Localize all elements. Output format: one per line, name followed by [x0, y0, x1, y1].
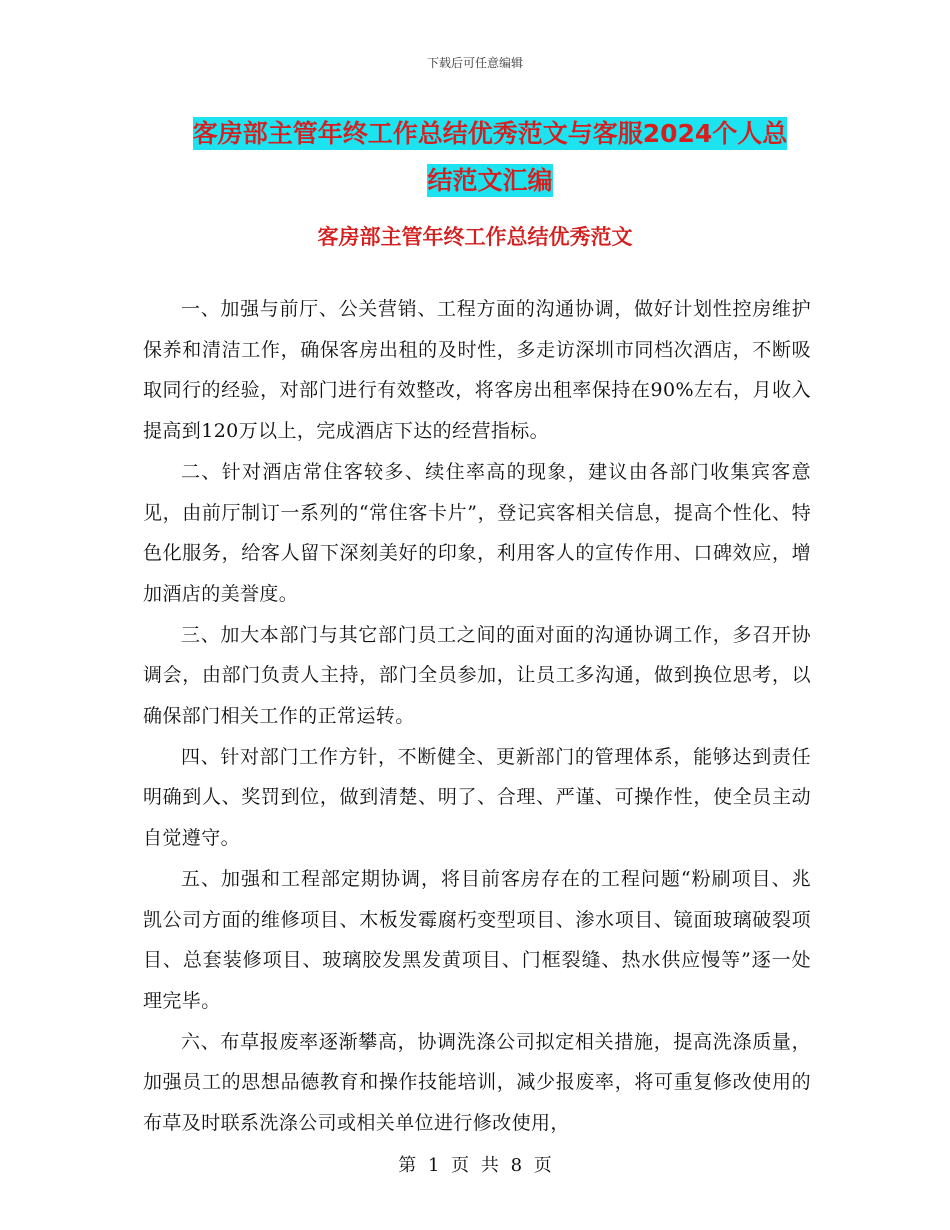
body-text	[143, 289, 811, 1144]
document-title-line-2: 结范文汇编	[427, 166, 553, 195]
page-footer: 第 1 页 共 8 页	[398, 1155, 552, 1176]
paragraph-1: 一、加强与前厅、公关营销、工程方面的沟通协调，做好计划性控房维护保养和清洁工作，确保客房出租的及时性，多走访深圳市同档次酒店，不断吸取同行的经验，对部门进行有效整改，将客房出租率保持在90%左右，月收入提高到120万以上，完成酒店下达的经营指标。	[143, 298, 811, 443]
paragraph-4: 四、针对部门工作方针，不断健全、更新部门的管理体系，能够达到责任明确到人、奖罚到位，做到清楚、明了、合理、严谨、可操作性，使全员主动自觉遵守。	[143, 745, 811, 850]
header-note: 下载后可任意编辑	[426, 56, 523, 70]
paragraph-2: 二、针对酒店常住客较多、续住率高的现象，建议由各部门收集宾客意见，由前厅制订一系列的“常住客卡片”，登记宾客相关信息，提高个性化、特色化服务，给客人留下深刻美好的印象，利用客人的宣传作用、口碑效应，增加酒店的美誉度。	[143, 460, 811, 605]
paragraph-3: 三、加大本部门与其它部门员工之间的面对面的沟通协调工作，多召开协调会，由部门负责人主持，部门全员参加，让员工多沟通，做到换位思考，以确保部门相关工作的正常运转。	[143, 623, 811, 728]
document-title-line-1: 客房部主管年终工作总结优秀范文与客服2024个人总	[192, 119, 788, 148]
document-title	[150, 110, 830, 204]
paragraph-5: 五、加强和工程部定期协调，将目前客房存在的工程问题“粉刷项目、兆凯公司方面的维修项目、木板发霉腐朽变型项目、渗水项目、镜面玻璃破裂项目、总套装修项目、玻璃胶发黑发黄项目、门框裂缝、热水供应慢等”逐一处理完毕。	[143, 867, 811, 1012]
paragraph-6: 六、布草报废率逐渐攀高，协调洗涤公司拟定相关措施，提高洗涤质量，加强员工的思想品德教育和操作技能培训，减少报废率，将可重复修改使用的布草及时联系洗涤公司或相关单位进行修改使用，	[143, 1030, 811, 1135]
section-title: 客房部主管年终工作总结优秀范文	[317, 225, 633, 249]
